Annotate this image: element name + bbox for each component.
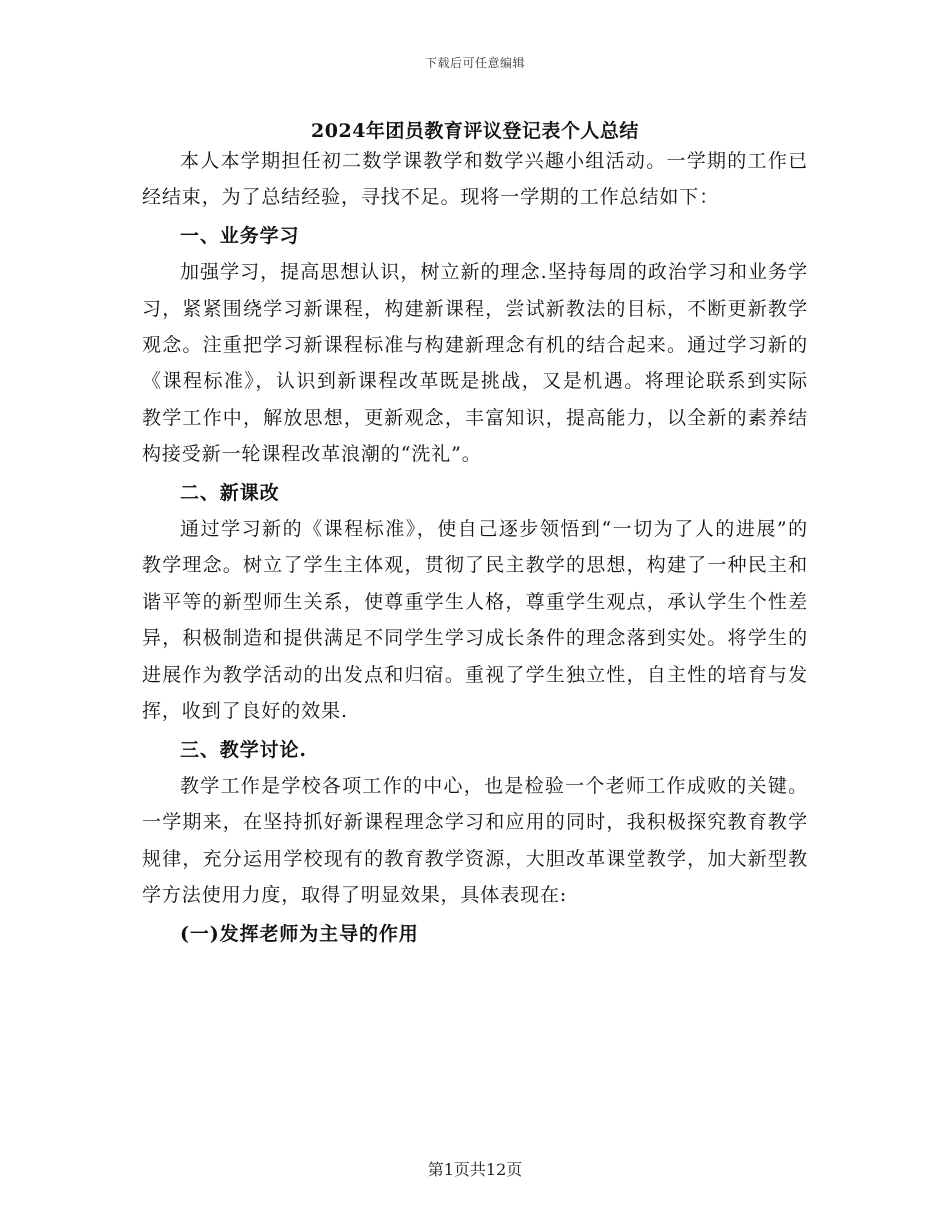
section-heading-1: 一、业务学习: [180, 224, 300, 247]
document-title: 2024年团员教育评议登记表个人总结: [311, 120, 639, 142]
section-heading-3: 三、教学讨论.: [180, 738, 307, 761]
page-header-note: 下载后可任意编辑: [424, 56, 525, 70]
document-body: [142, 143, 808, 952]
section-heading-2: 二、新课改: [180, 481, 280, 504]
section-paragraph-2: 通过学习新的《课程标准》，使自己逐步领悟到“一切为了人的进展”的教学理念。树立了学生主体观，贯彻了民主教学的思想，构建了一种民主和谐平等的新型师生关系，使尊重学生人格，尊重学生观点，承认学生个性差异，积极制造和提供满足不同学生学习成长条件的理念落到实处。将学生的进展作为教学活动的出发点和归宿。重视了学生独立性，自主性的培育与发挥，收到了良好的效果.: [142, 518, 808, 723]
subheading: (一)发挥老师为主导的作用: [180, 922, 419, 945]
intro-paragraph: 本人本学期担任初二数学课教学和数学兴趣小组活动。一学期的工作已经结束，为了总结经验，寻找不足。现将一学期的工作总结如下：: [142, 150, 808, 209]
section-paragraph-3: 教学工作是学校各项工作的中心，也是检验一个老师工作成败的关键。一学期来，在坚持抓好新课程理念学习和应用的同时，我积极探究教育教学规律，充分运用学校现有的教育教学资源，大胆改革课堂教学，加大新型教学方法使用力度，取得了明显效果，具体表现在:: [142, 774, 808, 907]
page-number: 第1页共12页: [427, 1160, 523, 1179]
section-paragraph-1: 加强学习，提高思想认识，树立新的理念.坚持每周的政治学习和业务学习，紧紧围绕学习新课程，构建新课程，尝试新教法的目标，不断更新教学观念。注重把学习新课程标准与构建新理念有机的结合起来。通过学习新的《课程标准》，认识到新课程改革既是挑战，又是机遇。将理论联系到实际教学工作中，解放思想，更新观念，丰富知识，提高能力，以全新的素养结构接受新一轮课程改革浪潮的“洗礼”。: [142, 261, 808, 466]
